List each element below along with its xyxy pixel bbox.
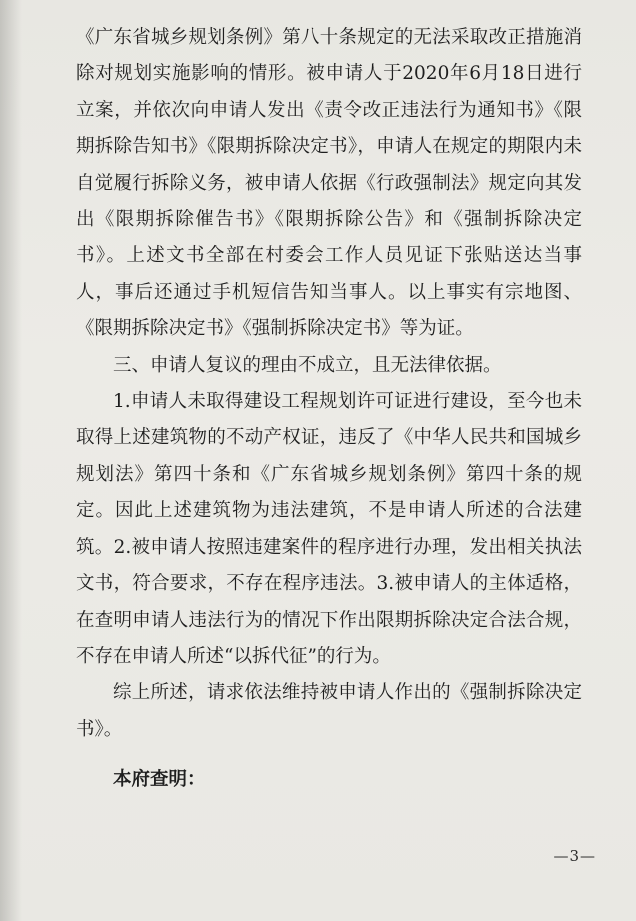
paragraph-reasons: 1.申请人未取得建设工程规划许可证进行建设，至今也未取得上述建筑物的不动产权证，违反了《中华人民共和国城乡规划法》第四十条和《广东省城乡规划条例》第四十条的规定。因此上述建筑物为违法建筑，不是申请人所述的合法建筑。2.被申请人按照违建案件的程序进行办理，发出相关执法文书，符合要求，不存在程序违法。3.被申请人的主体适格，在查明申请人违法行为的情况下作出限期拆除决定合法合规，不存在申请人所述“以拆代征”的行为。 [76, 391, 582, 667]
paragraph-regulation-facts: 《广东省城乡规划条例》第八十条规定的无法采取改正措施消除对规划实施影响的情形。被申请人于2020年6月18日进行立案，并依次向申请人发出《责令改正违法行为通知书》《限期拆除告知书》《限期拆除决定书》，申请人在规定的期限内未自觉履行拆除义务，被申请人依据《行政强制法》规定向其发出《限期拆除催告书》《限期拆除公告》和《强制拆除决定书》。上述文书全部在村委会工作人员见证下张贴送达当事人，事后还通过手机短信告知当事人。以上事实有宗地图、《限期拆除决定书》《强制拆除决定书》等为证。 [76, 27, 582, 340]
paragraph-heading-three: 三、申请人复议的理由不成立，且无法律依据。 [113, 354, 502, 376]
page-number: —3— [553, 847, 596, 865]
section-heading-findings: 本府查明： [113, 769, 206, 791]
paragraph-conclusion: 综上所述，请求依法维持被申请人作出的《强制拆除决定书》。 [76, 682, 582, 740]
